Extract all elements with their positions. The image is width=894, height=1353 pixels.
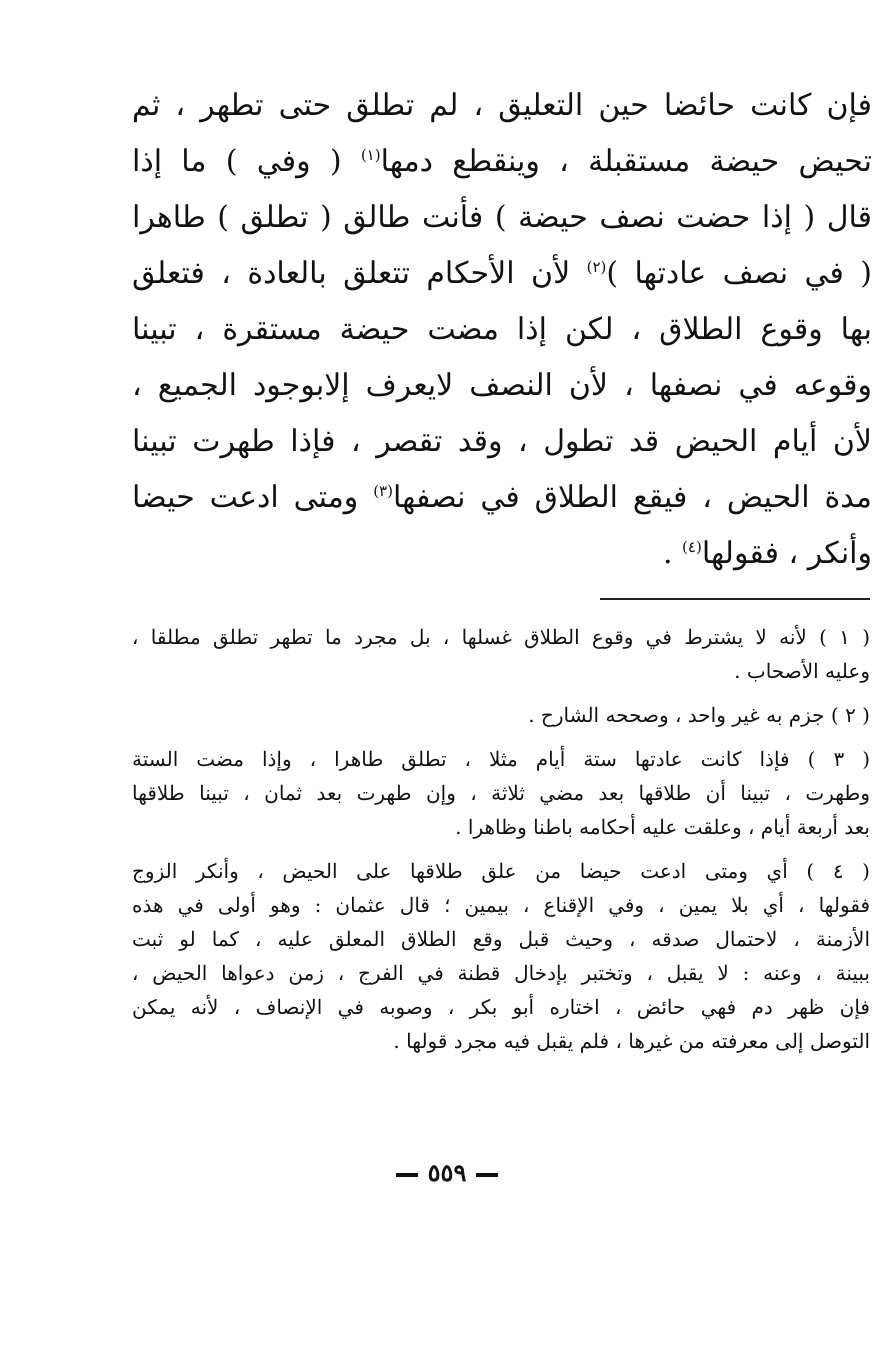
footnote-line: ( ٣ ) فإذا كانت عادتها ستة أيام مثلا ، تطلق طاهرا ، وإذا مضت الستة [132, 747, 870, 771]
main-line-text-after: ( وفي ) ما إذا [132, 144, 361, 179]
main-line-text: قال ( إذا حضت نصف حيضة ) فأنت طالق ( تطلق ) طاهرا [132, 200, 872, 235]
main-line-5 [132, 302, 872, 358]
dash-decoration [396, 1173, 418, 1177]
footnote-line: وعليه الأصحاب . [734, 659, 870, 683]
main-line-7 [132, 414, 872, 470]
main-line-text: وقوعه في نصفها ، لأن النصف لايعرف إلابوجود الجميع ، [132, 368, 872, 403]
footnote-line: ببينة ، وعنه : لا يقبل ، وتختبر بإدخال قطنة في الفرج ، زمن دعواها الحيض ، [132, 961, 870, 985]
main-line-text-after: لأن الأحكام تتعلق بالعادة ، فتعلق [132, 256, 587, 291]
main-line-6 [132, 358, 872, 414]
main-line-text-after: . [662, 536, 683, 571]
footnotes-section [132, 620, 870, 1068]
main-line-text: مدة الحيض ، فيقع الطلاق في نصفها [392, 480, 873, 515]
main-line-text: فإن كانت حائضا حين التعليق ، لم تطلق حتى تطهر ، ثم [132, 88, 872, 123]
main-line-1 [132, 78, 872, 134]
main-line-4 [132, 246, 872, 302]
footnote-line: وطهرت ، تبينا أن طلاقها بعد مضي ثلاثة ، وإن طهرت بعد ثمان ، تبينا طلاقها [132, 781, 870, 805]
footnote-line: فقولها ، أي بلا يمين ، وفي الإقناع ، بيمين ؛ قال عثمان : وهو أولى في هذه [132, 893, 870, 917]
footnote-line: ( ٤ ) أي ومتى ادعت حيضا من علق طلاقها على الحيض ، وأنكر الزوج [132, 859, 870, 883]
footnote-separator [600, 598, 870, 600]
footnote-line: التوصل إلى معرفته من غيرها ، فلم يقبل فيه مجرد قولها . [393, 1029, 870, 1053]
main-line-text: وأنكر ، فقولها [701, 536, 872, 571]
footnote-1 [132, 620, 870, 688]
footnote-marker[interactable]: (٢) [586, 258, 607, 276]
footnote-2 [132, 698, 870, 732]
main-line-8 [132, 470, 872, 526]
main-line-text: بها وقوع الطلاق ، لكن إذا مضت حيضة مستقرة ، تبينا [132, 312, 872, 347]
main-line-9 [132, 526, 872, 582]
main-line-text: لأن أيام الحيض قد تطول ، وقد تقصر ، فإذا طهرت تبينا [132, 424, 872, 459]
main-body-text [132, 78, 872, 582]
footnote-line: فإن ظهر دم فهي حائض ، اختاره أبو بكر ، وصوبه في الإنصاف ، لأنه يمكن [132, 995, 870, 1019]
main-line-text: ( في نصف عادتها ) [606, 256, 872, 291]
dash-decoration [476, 1173, 498, 1177]
footnote-marker[interactable]: (١) [360, 146, 381, 164]
footnote-marker[interactable]: (٤) [682, 538, 702, 556]
main-line-3 [132, 190, 872, 246]
page-number-value: ٥٥٩ [427, 1158, 467, 1187]
main-line-text-after: ومتى ادعت حيضا [132, 480, 374, 515]
footnote-line: ( ٢ ) جزم به غير واحد ، وصححه الشارح . [528, 703, 870, 727]
footnote-4 [132, 854, 870, 1058]
footnote-line: بعد أربعة أيام ، وعلقت عليه أحكامه باطنا وظاهرا . [455, 815, 870, 839]
footnote-line: ( ١ ) لأنه لا يشترط في وقوع الطلاق غسلها ، بل مجرد ما تطهر تطلق مطلقا ، [132, 625, 870, 649]
footnote-line: الأزمنة ، لاحتمال صدقه ، وحيث قبل وقع الطلاق المعلق عليه ، كما لو ثبت [132, 927, 870, 951]
footnote-3 [132, 742, 870, 844]
footnote-marker[interactable]: (٣) [373, 482, 393, 500]
main-line-text: تحيض حيضة مستقبلة ، وينقطع دمها [380, 144, 872, 179]
main-line-2 [132, 134, 872, 190]
page-number [0, 1158, 894, 1187]
